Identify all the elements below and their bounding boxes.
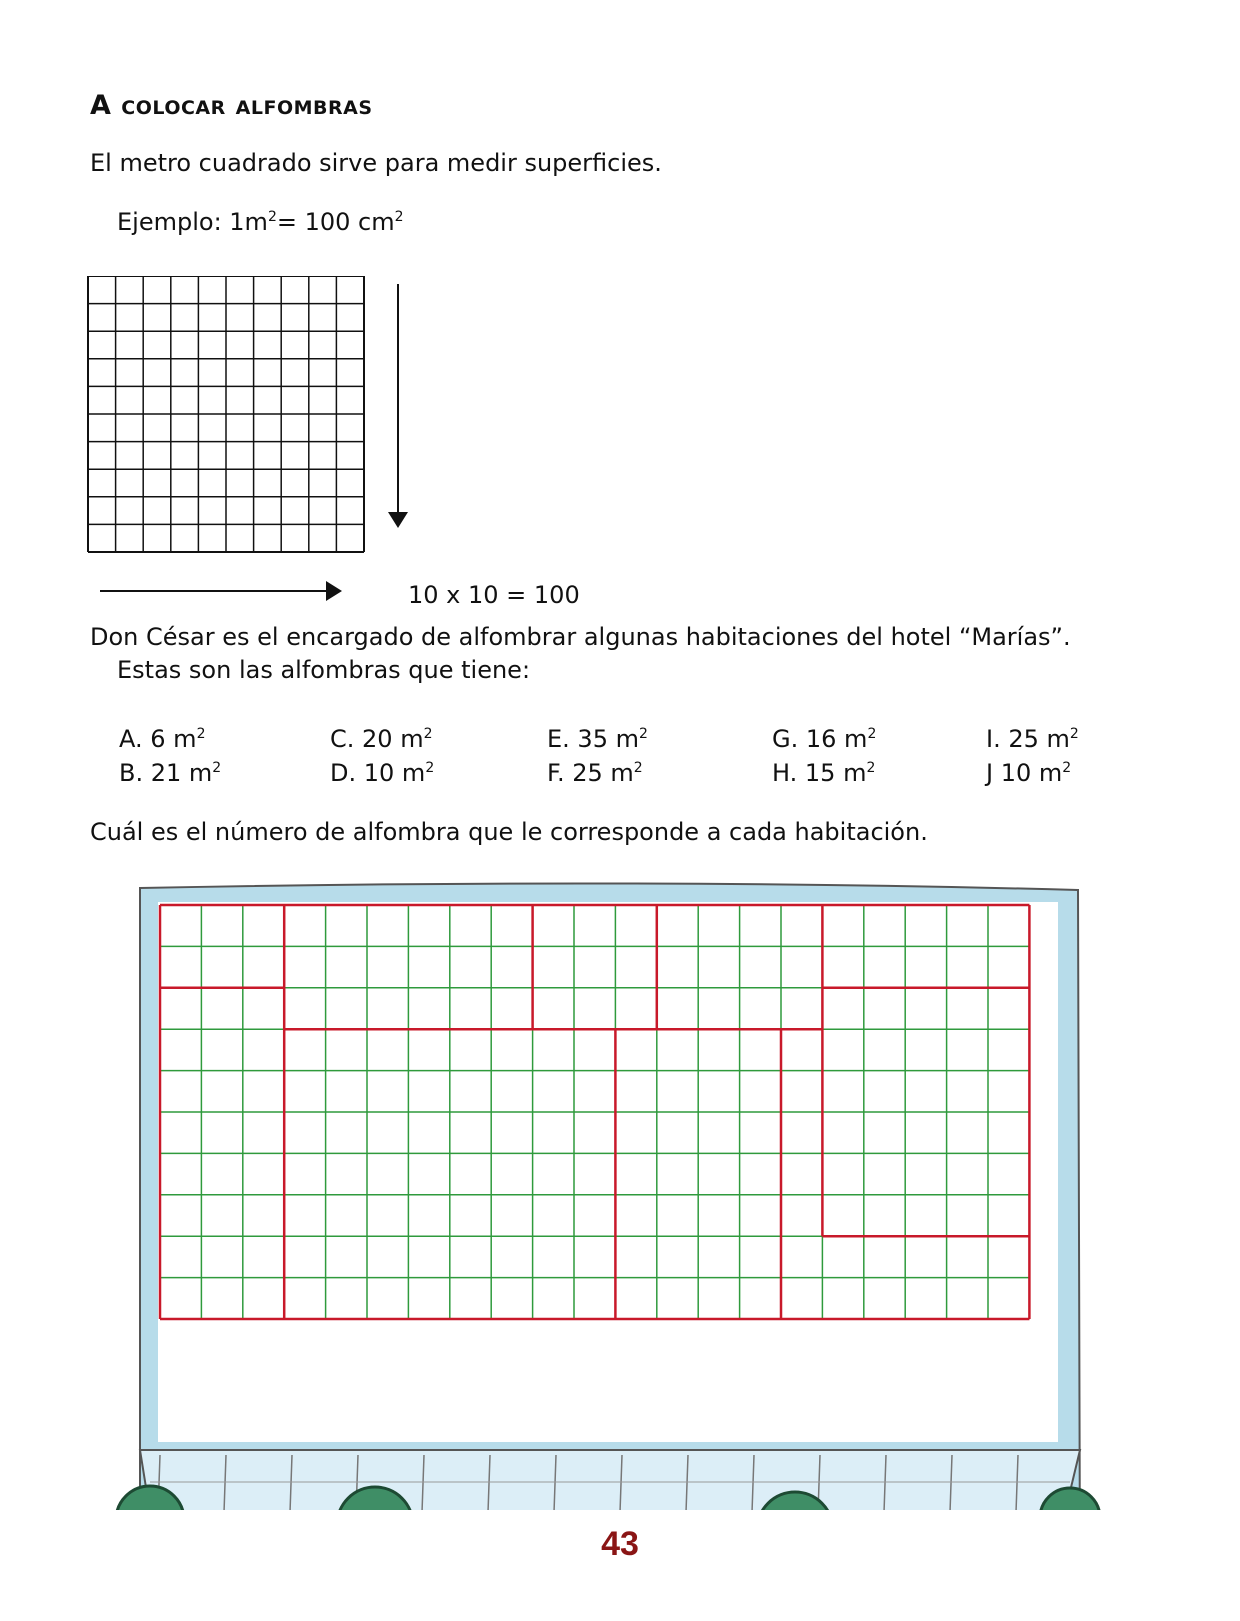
hotel-facade-glass: [140, 1450, 1080, 1510]
example-exponent-1: 2: [267, 209, 277, 225]
floor-plan-background: [158, 902, 1058, 1442]
carpet-option-g: G. 16 $m^2$: [772, 725, 877, 753]
page-title: A colocar alfombras: [90, 90, 373, 121]
carpet-option-f: F. 25 $m^2$: [547, 759, 643, 787]
carpet-option-j: J 10 $m^2$: [986, 759, 1072, 787]
carpet-option-i: I. 25 $m^2$: [986, 725, 1079, 753]
statement-line-2: Estas son las alfombras que tiene:: [117, 656, 531, 684]
carpet-option-h: H. 15 $m^2$: [772, 759, 876, 787]
horizontal-arrow-head: [326, 581, 342, 601]
intro-text: El metro cuadrado sirve para medir superficies.: [90, 149, 662, 177]
carpet-option-e: E. 35 $m^2$: [547, 725, 648, 753]
carpet-option-c: C. 20 $m^2$: [330, 725, 433, 753]
carpet-option-a: A. 6 $m^2$: [119, 725, 206, 753]
carpet-option-b: B. 21 $m^2$: [119, 759, 222, 787]
example-exponent-2: 2: [394, 209, 404, 225]
question-text: Cuál es el número de alfombra que le corresponde a cada habitación.: [90, 818, 928, 846]
example-mid: = 100 cm: [276, 208, 395, 236]
example-prefix: Ejemplo: 1m: [117, 208, 268, 236]
statement-line-1: Don César es el encargado de alfombrar algunas habitaciones del hotel “Marías”.: [90, 623, 1071, 651]
square-meter-grid: [86, 276, 416, 606]
page-number: 43: [601, 1525, 639, 1563]
hotel-illustration: [0, 870, 1240, 1510]
example-text: [117, 207, 404, 237]
carpet-option-d: D. 10 $m^2$: [330, 759, 435, 787]
grid-formula: 10 x 10 = 100: [408, 581, 580, 609]
vertical-arrow-head: [388, 512, 408, 528]
small-grid-lines: [88, 276, 364, 552]
